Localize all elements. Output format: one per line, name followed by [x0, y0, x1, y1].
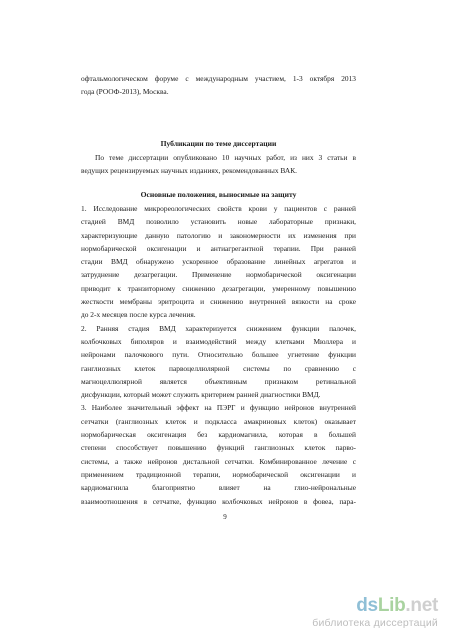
text-line: кардиомагнила благоприятно влияет на глио-нейрональные [81, 483, 356, 493]
text-line: ганглиозных клеток парвоцеллюлярной системы по сравнению с [81, 363, 356, 373]
text-line: 2. Ранняя стадия ВМД характеризуется снижением функции палочек, [81, 323, 356, 333]
logo-part-lib: Lib [377, 595, 406, 616]
thesis-item-3 [81, 401, 356, 507]
theses-heading: Основные положения, выносимые на защиту [140, 190, 297, 199]
text-line: характеризующие данную патологию и закономерности их изменения при [81, 230, 356, 240]
text-line: 3. Наиболее значительный эффект на ПЭРГ и функцию нейронов внутренней [81, 403, 356, 413]
text-line: степени способствует повышению функций ганглиозных клеток парво- [81, 443, 356, 453]
dslib-watermark[interactable] [288, 595, 438, 633]
text-line: офтальмологическом форуме с международным участием, 1-3 октября 2013 [81, 74, 356, 83]
text-line: нейронами палочкового пути. Относительно большее угнетение функции [81, 350, 356, 360]
text-line: сетчатки (ганглиозных клеток и подкласса амакриновых клеток) оказывает [81, 416, 356, 426]
text-line: системы, а также нейронов дистальной сетчатки. Комбинированное лечение с [81, 456, 356, 466]
thesis-item-1 [81, 202, 356, 322]
text-line: колбочковых биполяров и взаимодействий между клетками Мюллера и [81, 336, 356, 346]
text-line: 1. Исследование микрореологических свойств крови у пациентов с ранней [81, 204, 356, 213]
text-line: По теме диссертации опубликовано 10 научных работ, из них 3 статьи в [95, 153, 356, 162]
publications-heading: Публикации по теме диссертации [160, 139, 277, 148]
text-line: жесткости мембраны эритроцита и снижению внутренней вязкости на сроке [81, 297, 356, 307]
text-line: стадии ВМД обнаружено ускоренное образование линейных агрегатов и [81, 257, 356, 267]
text-line: применением традиционной терапии, нормобарической оксигенации и [81, 469, 356, 479]
text-line: года (РООФ-2013), Москва. [81, 87, 169, 97]
watermark-subtitle: библиотека диссертаций [312, 617, 438, 629]
logo-part-net: .net [405, 595, 438, 616]
text-line: взаимоотношения в сетчатке, функцию колбочковых нейронов в фовеа, пара- [81, 496, 356, 506]
intro-paragraph [81, 72, 356, 99]
page-number: 9 [223, 513, 227, 521]
text-line: нормобарическая оксигенация без кардиомагнила, которая в большей [81, 430, 356, 440]
dslib-logo [356, 595, 438, 617]
text-line: до 2-х месяцев после курса лечения. [81, 310, 196, 320]
text-line: нормобарической оксигенации и антиагрегантной терапии. При ранней [81, 243, 356, 253]
theses-list [81, 202, 356, 508]
publications-paragraph [81, 151, 356, 178]
text-line: ведущих рецензируемых научных изданиях, рекомендованных ВАК. [81, 166, 297, 176]
logo-part-ds: ds [356, 595, 378, 616]
text-line: стадией ВМД позволило установить новые лабораторные признаки, [81, 217, 356, 227]
text-line: дисфункции, который может служить критерием ранней диагностики ВМД. [81, 390, 321, 400]
text-line: магноцеллюлярной является объективным признаком ретинальной [81, 376, 356, 386]
text-line: затруднение дезагрегации. Применение нормобарической оксигенации [81, 270, 356, 280]
text-line: приводит к транзиторному снижению дезагрегации, умеренному повышению [81, 283, 356, 293]
thesis-item-2 [81, 322, 356, 402]
